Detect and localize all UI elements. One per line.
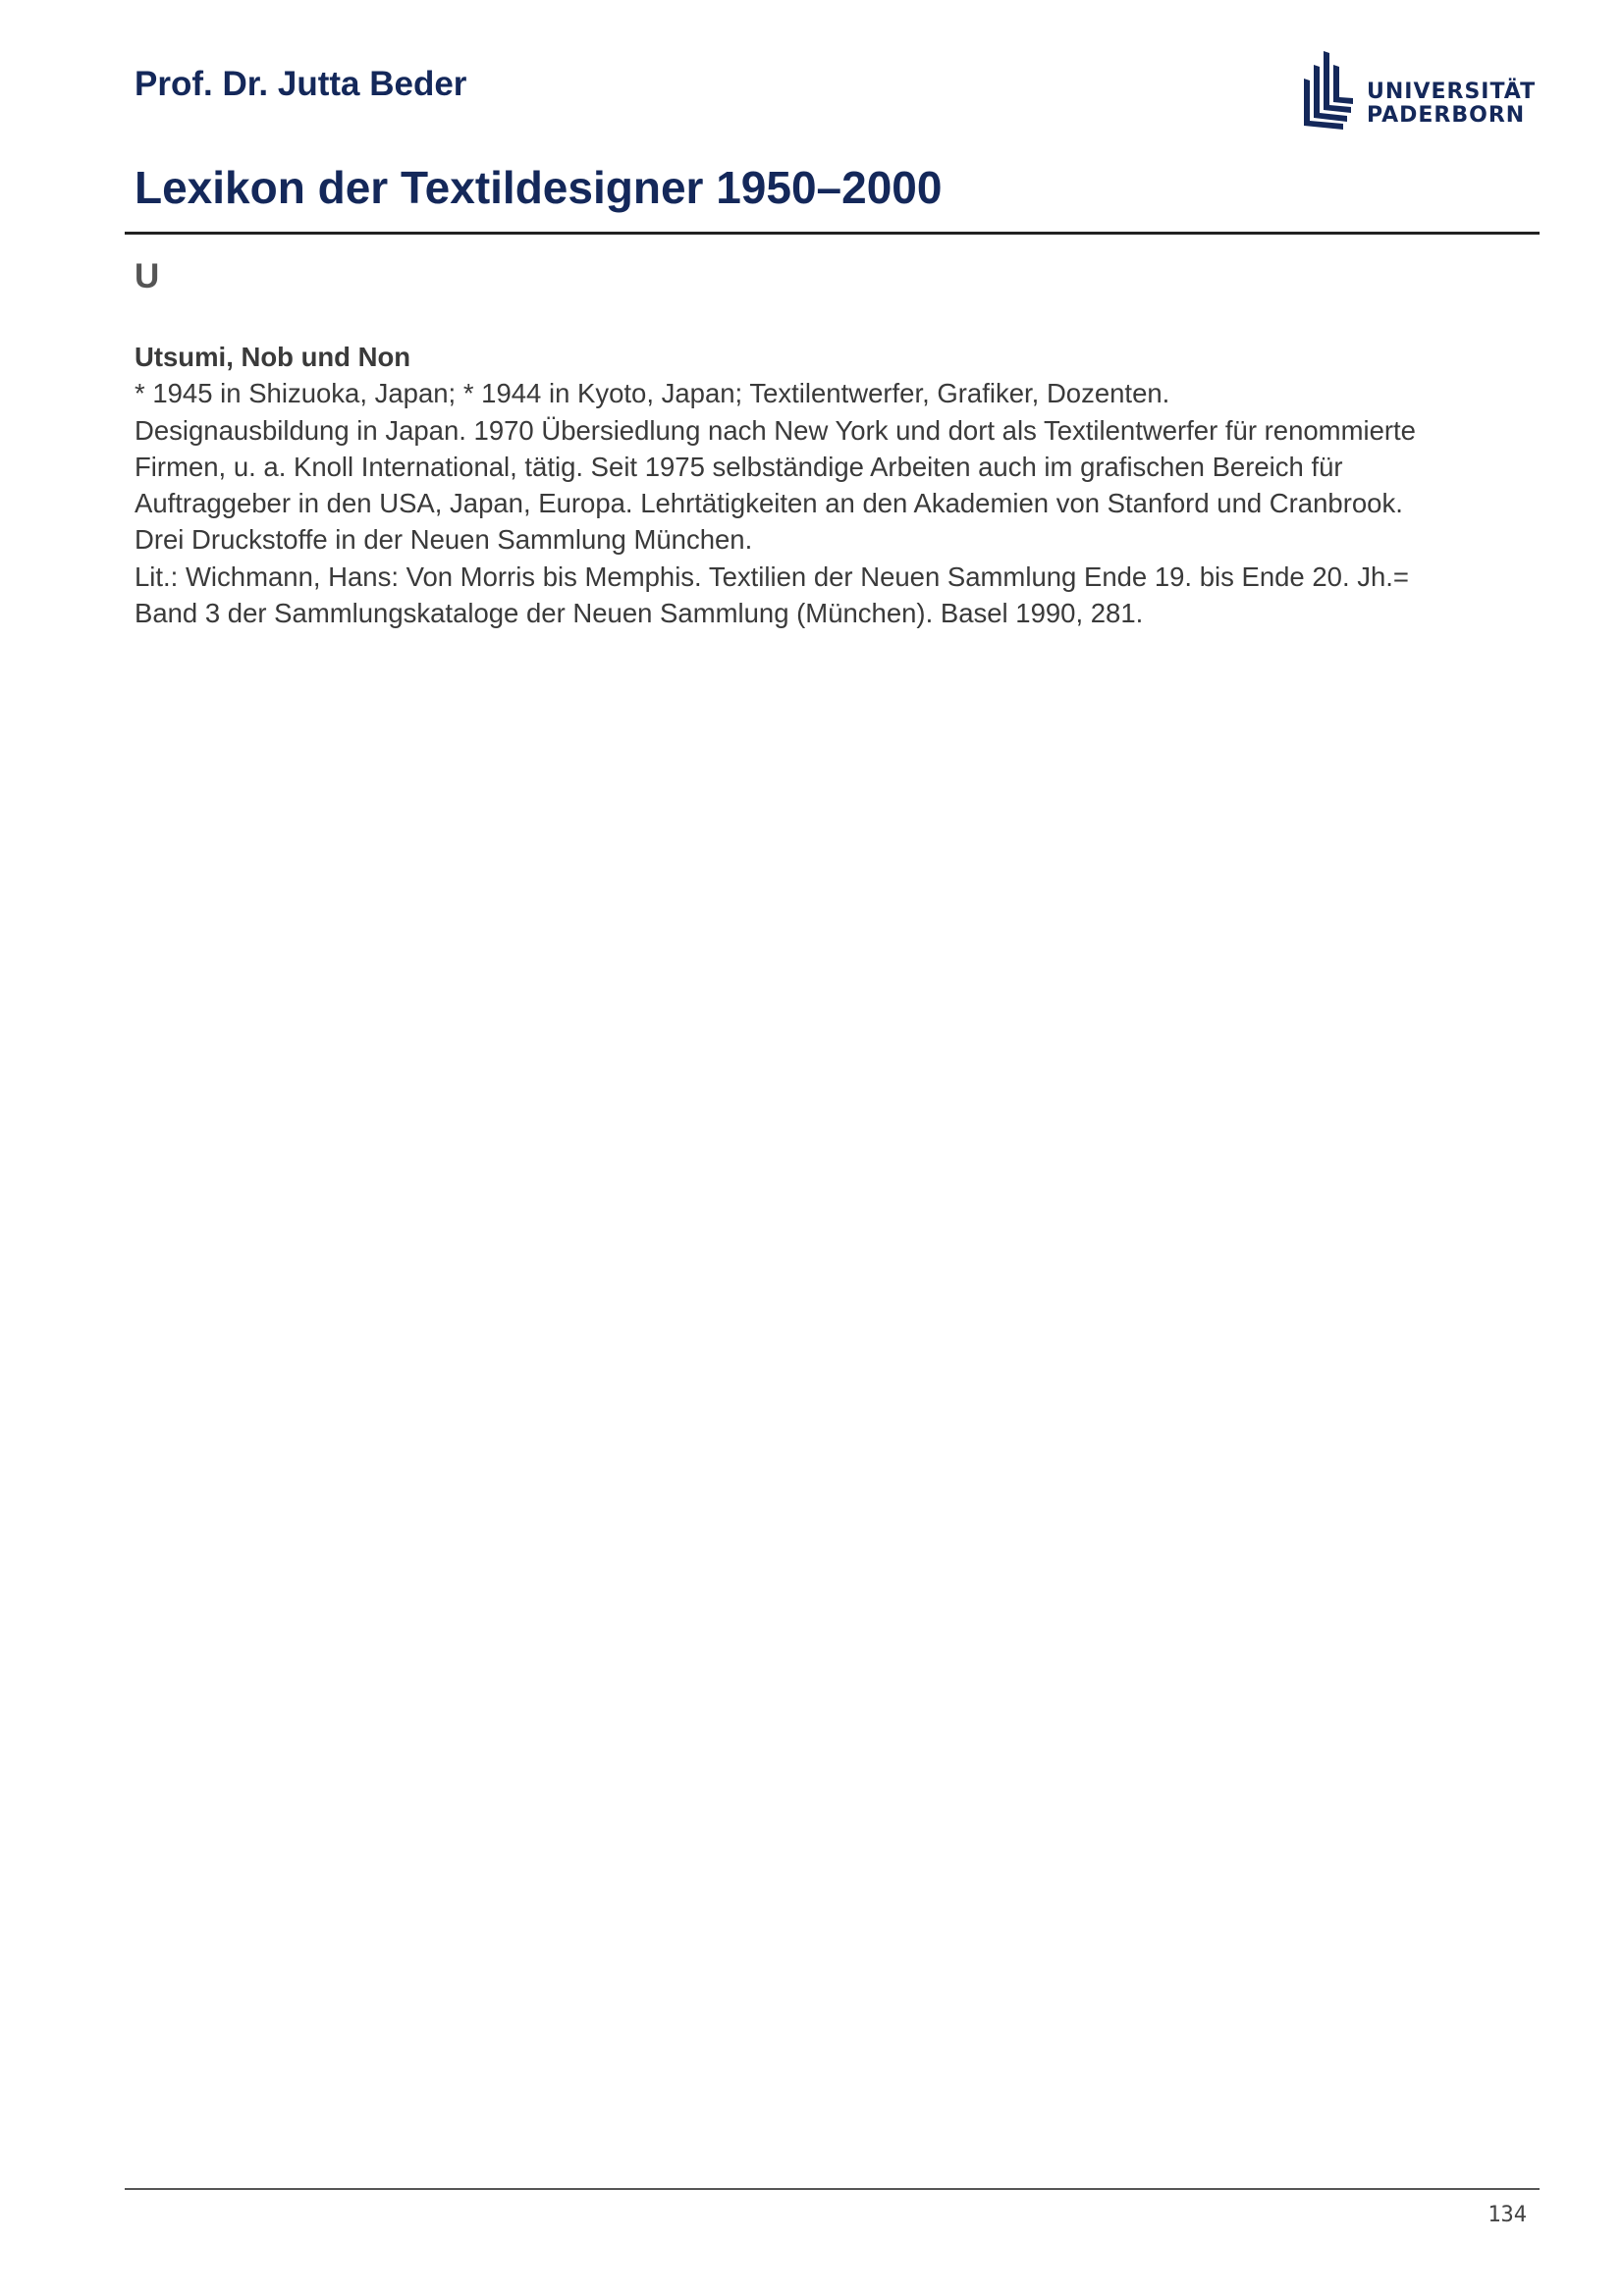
section-letter: U <box>135 257 160 295</box>
header-divider <box>125 232 1540 235</box>
logo-line-1: UNIVERSITÄT <box>1367 80 1537 104</box>
lexicon-entry <box>135 339 1529 631</box>
university-paderborn-logo-icon <box>1296 51 1357 132</box>
entry-line: Lit.: Wichmann, Hans: Von Morris bis Memphis. Textilien der Neuen Sammlung Ende 19. bis Ende 20. Jh.= <box>135 561 1409 592</box>
logo-line-2: PADERBORN <box>1367 103 1526 128</box>
entry-line: Drei Druckstoffe in der Neuen Sammlung München. <box>135 524 753 556</box>
entry-line: Designausbildung in Japan. 1970 Übersiedlung nach New York und dort als Textilentwerfer für renommierte <box>135 414 1416 446</box>
entry-name: Utsumi, Nob und Non <box>135 342 411 372</box>
entry-line: * 1945 in Shizuoka, Japan; * 1944 in Kyoto, Japan; Textilentwerfer, Grafiker, Dozenten. <box>135 378 1170 409</box>
entry-line: Firmen, u. a. Knoll International, tätig. Seit 1975 selbständige Arbeiten auch im grafischen Bereich für <box>135 451 1343 482</box>
footer-divider <box>125 2188 1540 2190</box>
entry-line: Band 3 der Sammlungskataloge der Neuen Sammlung (München). Basel 1990, 281. <box>135 598 1144 629</box>
author-name: Prof. Dr. Jutta Beder <box>135 65 467 103</box>
document-title: Lexikon der Textildesigner 1950–2000 <box>135 162 943 213</box>
university-logo <box>1296 51 1537 132</box>
page-number: 134 <box>1488 2203 1527 2227</box>
entry-line: Auftraggeber in den USA, Japan, Europa. Lehrtätigkeiten an den Akademien von Stanford und Cranbrook. <box>135 488 1403 519</box>
